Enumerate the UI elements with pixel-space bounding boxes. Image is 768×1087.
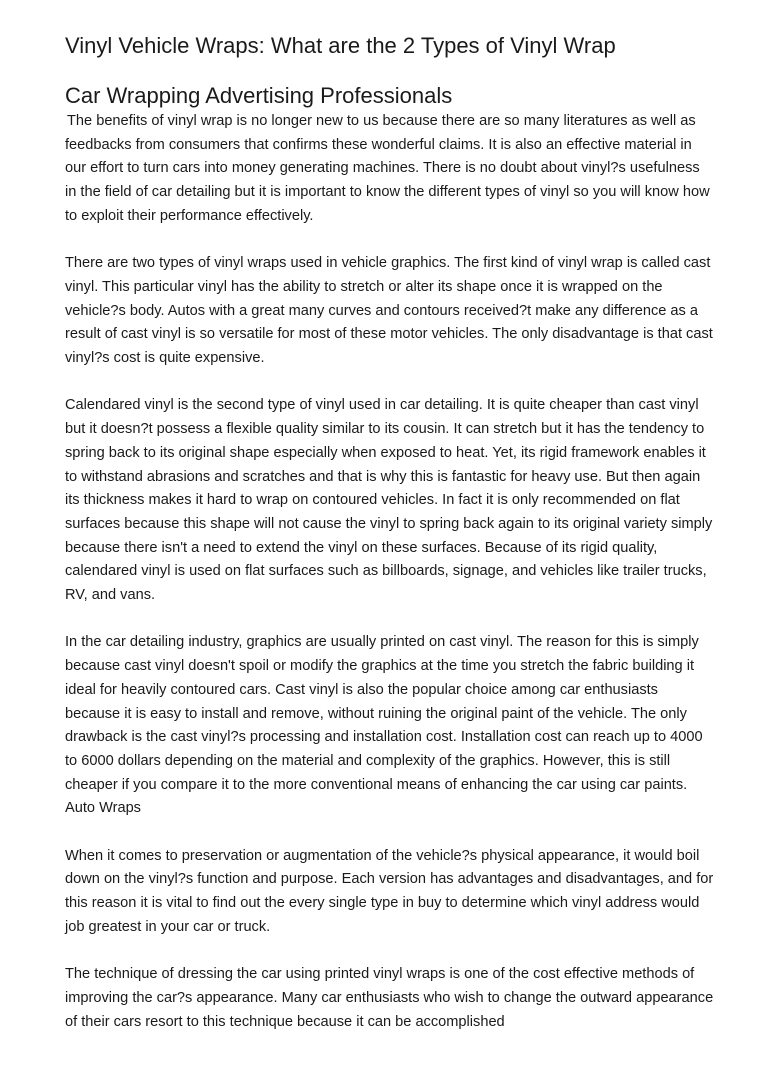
paragraph-graphics-printing: In the car detailing industry, graphics are usually printed on cast vinyl. The reason for this is simply because cast vinyl doesn't spoil or modify the graphics at the time you stretch the fabric building it ideal for heavily contoured cars. Cast vinyl is also the popular choice among car enthusiasts because it is easy to install and remove, without ruining the original paint of the vehicle. The only drawback is the cast vinyl?s processing and installation cost. Installation cost can reach up to 4000 to 6000 dollars depending on the material and complexity of the graphics. However, this is still cheaper if you compare it to the more conventional means of enhancing the car using car paints.	[65, 634, 703, 793]
paragraph-intro: The benefits of vinyl wrap is no longer new to us because there are so many literatures as well as feedbacks from consumers that confirms these wonderful claims. It is also an effective material in our effort to turn cars into money generating machines. There is no doubt about vinyl?s usefulness in the field of car detailing but it is important to know the different types of vinyl so you will know how to exploit their performance effectively.	[65, 113, 710, 224]
document-page	[65, 32, 715, 1058]
auto-wraps-label: Auto Wraps	[65, 800, 141, 817]
paragraph-calendared-vinyl: Calendared vinyl is the second type of vinyl used in car detailing. It is quite cheaper than cast vinyl but it doesn?t possess a flexible quality similar to its cousin. It can stretch but it has the tendency to spring back to its original shape especially when exposed to heat. Yet, its rigid framework enables it to withstand abrasions and scratches and that is why this is fantastic for heavy use. But then again its thickness makes it hard to wrap on contoured vehicles. In fact it is only recommended on flat surfaces because this shape will not cause the vinyl to spring back again to its original variety simply because there isn't a need to extend the vinyl on these surfaces. Because of its rigid quality, calendared vinyl is used on flat surfaces such as billboards, signage, and vehicles like trailer trucks, RV, and vans.	[65, 397, 713, 604]
document-subtitle: Car Wrapping Advertising Professionals	[65, 83, 453, 108]
paragraph-cast-vinyl: There are two types of vinyl wraps used in vehicle graphics. The first kind of vinyl wrap is called cast vinyl. This particular vinyl has the ability to stretch or alter its shape once it is wrapped on the vehicle?s body. Autos with a great many curves and contours received?t make any difference as a result of cast vinyl is so versatile for most of these motor vehicles. The only disadvantage is that cast vinyl?s cost is quite expensive.	[65, 255, 713, 367]
document-title: Vinyl Vehicle Wraps: What are the 2 Types of Vinyl Wrap	[65, 33, 616, 58]
paragraph-technique: The technique of dressing the car using printed vinyl wraps is one of the cost effective methods of improving the car?s appearance. Many car enthusiasts who wish to change the outward appearance of their cars resort to this technique because it can be accomplished	[65, 966, 714, 1030]
paragraph-preservation: When it comes to preservation or augmentation of the vehicle?s physical appearance, it would boil down on the vinyl?s function and purpose. Each version has advantages and disadvantages, and for this reason it is vital to find out the every single type in buy to determine which vinyl address would job greatest in your car or truck.	[65, 847, 714, 935]
